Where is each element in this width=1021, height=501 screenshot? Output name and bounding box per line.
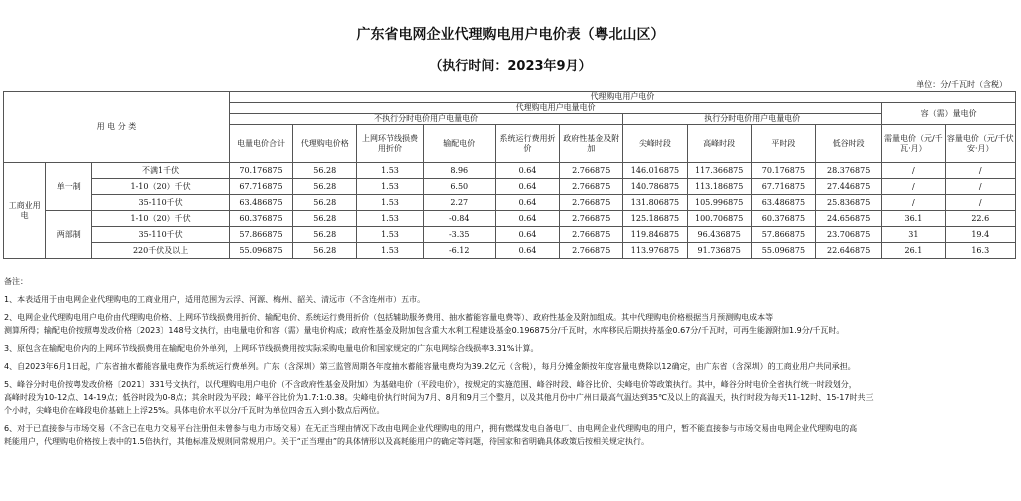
cell: 140.786875 <box>623 179 687 195</box>
cell: 55.096875 <box>229 243 292 259</box>
col-header: 尖峰时段 <box>623 125 687 163</box>
cell: 2.766875 <box>560 179 623 195</box>
cell: 60.376875 <box>229 211 292 227</box>
cell: 96.436875 <box>687 227 751 243</box>
cell: 125.186875 <box>623 211 687 227</box>
cell: / <box>945 195 1015 211</box>
cell: 70.176875 <box>751 163 815 179</box>
cell: 1.53 <box>357 243 423 259</box>
col-header: 电量电价合计 <box>229 125 292 163</box>
cell: 131.806875 <box>623 195 687 211</box>
cell: 119.846875 <box>623 227 687 243</box>
note-line: 5、峰谷分时电价按粤发改价格〔2021〕331号文执行，以代理购电用户电价（不含政府性基金及附加）为基础电价（平段电价），按规定的实施范围、峰谷时段、峰谷比价、尖峰电价等政策执行。其中，峰谷分时电价全省执行统一时段划分， <box>4 380 857 389</box>
cell: 36.1 <box>882 211 945 227</box>
header-demand: 容（需）量电价 <box>882 103 1016 125</box>
row-label: 35-110千伏 <box>92 195 230 211</box>
col-header: 上网环节线损费用折价 <box>357 125 423 163</box>
cell: 26.1 <box>882 243 945 259</box>
note-line: 1、本表适用于由电网企业代理购电的工商业用户，适用范围为云浮、河源、梅州、韶关、清远市（不含连州市）五市。 <box>4 295 426 304</box>
col-header: 低谷时段 <box>816 125 882 163</box>
cell: 91.736875 <box>687 243 751 259</box>
cell: 56.28 <box>293 211 357 227</box>
cell: 0.64 <box>495 195 559 211</box>
cell: 56.28 <box>293 179 357 195</box>
cell: 2.766875 <box>560 211 623 227</box>
table-row <box>4 179 1016 195</box>
row-label: 1-10（20）千伏 <box>92 211 230 227</box>
cell: / <box>882 163 945 179</box>
cell: 67.716875 <box>229 179 292 195</box>
col-header: 容量电价（元/千伏安·月） <box>945 125 1015 163</box>
cell: 63.486875 <box>751 195 815 211</box>
cell: / <box>882 179 945 195</box>
cell: 117.366875 <box>687 163 751 179</box>
cell: / <box>882 195 945 211</box>
cell: 67.716875 <box>751 179 815 195</box>
cell: 56.28 <box>293 195 357 211</box>
cell: -6.12 <box>423 243 495 259</box>
note-line: 测算所得；输配电价按照粤发改价格〔2023〕148号文执行，由电量电价和容（需）量电价构成；政府性基金及附加包含重大水利工程建设基金0.196875分/千瓦时，水库移民后期扶持基金0.67分/千瓦时，可再生能源附加1.9分/千瓦时。 <box>4 326 845 335</box>
cell: 24.656875 <box>816 211 882 227</box>
table-row <box>4 163 1016 179</box>
cell: 2.766875 <box>560 243 623 259</box>
table-row <box>4 211 1016 227</box>
row-label: 1-10（20）千伏 <box>92 179 230 195</box>
cell: 8.96 <box>423 163 495 179</box>
note-line: 6、对于已直接参与市场交易（不含已在电力交易平台注册但未曾参与电力市场交易）在无正当理由情况下改由电网企业代理购电的用户，拥有燃煤发电自备电厂、由电网企业代理购电的用户，暂不能直接参与市场交易由电网企业代理购电的高 <box>4 424 858 433</box>
cell: 19.4 <box>945 227 1015 243</box>
cell: 56.28 <box>293 243 357 259</box>
cell: 0.64 <box>495 211 559 227</box>
group-label: 工商业用电 <box>4 163 46 259</box>
cell: 57.866875 <box>229 227 292 243</box>
unit-label: 单位：分/千瓦时（含税） <box>916 80 1007 89</box>
cell: 55.096875 <box>751 243 815 259</box>
table-row <box>4 195 1016 211</box>
cell: 0.64 <box>495 163 559 179</box>
cell: 27.446875 <box>816 179 882 195</box>
cell: / <box>945 163 1015 179</box>
header-energy: 代理购电用户电量电价 <box>229 103 881 114</box>
cell: 0.64 <box>495 227 559 243</box>
note-line: 高峰时段为10-12点、14-19点；低谷时段为0-8点；其余时段为平段；峰平谷比价为1.7:1:0.38。尖峰电价执行时间为7月、8月和9月三个整月，以及其他月份中广州日最高气温达到35℃及以上的高温天，执行时段为每天11-12时、15-17时共三 <box>4 393 874 402</box>
col-header: 需量电价（元/千瓦·月） <box>882 125 945 163</box>
cell: 23.706875 <box>816 227 882 243</box>
table-row <box>4 227 1016 243</box>
note-line: 耗能用户，代理购电价格按上表中的1.5倍执行，其他标准及规则同常规用户。关于“正当理由”的具体情形以及高耗能用户的确定等问题，待国家和省明确具体政策后按相关规定执行。 <box>4 437 650 446</box>
note-line: 3、原包含在输配电价内的上网环节线损费用在输配电价外单列，上网环节线损费用按实际采购电量电价和国家规定的广东电网综合线损率3.31%计算。 <box>4 344 539 353</box>
notes-section <box>4 275 1017 448</box>
col-header: 输配电价 <box>423 125 495 163</box>
cell: 57.866875 <box>751 227 815 243</box>
cell: -3.35 <box>423 227 495 243</box>
note-line: 4、自2023年6月1日起，广东省抽水蓄能容量电费作为系统运行费单列。广东（含深圳）第三监管周期各年度抽水蓄能容量电费均为39.2亿元（含税），每月分摊金额按年度容量电费除以12确定，由广东省（含深圳）的工商业用户共同承担。 <box>4 362 856 371</box>
cell: 100.706875 <box>687 211 751 227</box>
cell: 60.376875 <box>751 211 815 227</box>
cell: 70.176875 <box>229 163 292 179</box>
header-category: 用 电 分 类 <box>4 92 230 163</box>
col-header: 平时段 <box>751 125 815 163</box>
cell: 28.376875 <box>816 163 882 179</box>
cell: 0.64 <box>495 179 559 195</box>
row-label: 不满1千伏 <box>92 163 230 179</box>
note-line: 2、电网企业代理购电用户电价由代理购电价格、上网环节线损费用折价、输配电价、系统运行费用折价（包括辅助服务费用、抽水蓄能容量电费等）、政府性基金及附加组成。其中代理购电价格根据当月预测购电成本等 <box>4 313 774 322</box>
header-non-tou: 不执行分时电价用户电量电价 <box>229 114 622 125</box>
table-row <box>4 243 1016 259</box>
cell: 6.50 <box>423 179 495 195</box>
cell: / <box>945 179 1015 195</box>
cell: 22.6 <box>945 211 1015 227</box>
cell: 1.53 <box>357 179 423 195</box>
cell: 0.64 <box>495 243 559 259</box>
row-label: 220千伏及以上 <box>92 243 230 259</box>
page-subtitle: （执行时间：2023年9月） <box>429 59 592 74</box>
price-table <box>3 91 1016 259</box>
cell: 105.996875 <box>687 195 751 211</box>
cell: 56.28 <box>293 163 357 179</box>
cell: 1.53 <box>357 163 423 179</box>
cell: 1.53 <box>357 227 423 243</box>
cell: 56.28 <box>293 227 357 243</box>
col-header: 政府性基金及附加 <box>560 125 623 163</box>
col-header: 代理购电价格 <box>293 125 357 163</box>
header-top: 代理购电用户电价 <box>229 92 1015 103</box>
cell: 25.836875 <box>816 195 882 211</box>
cell: 16.3 <box>945 243 1015 259</box>
cell: 1.53 <box>357 195 423 211</box>
cell: 22.646875 <box>816 243 882 259</box>
col-header: 高峰时段 <box>687 125 751 163</box>
subgroup-label: 单一制 <box>46 163 92 211</box>
header-tou: 执行分时电价用户电量电价 <box>623 114 882 125</box>
col-header: 系统运行费用折价 <box>495 125 559 163</box>
subgroup-label: 两部制 <box>46 211 92 259</box>
cell: 2.766875 <box>560 227 623 243</box>
cell: 2.766875 <box>560 195 623 211</box>
cell: 63.486875 <box>229 195 292 211</box>
note-line: 个小时，尖峰电价在峰段电价基础上上浮25%。具体电价水平以分/千瓦时为单位四舍五入到小数点后两位。 <box>4 406 385 415</box>
cell: 2.27 <box>423 195 495 211</box>
page-title: 广东省电网企业代理购电用户电价表（粤北山区） <box>356 27 665 43</box>
cell: 1.53 <box>357 211 423 227</box>
cell: 113.186875 <box>687 179 751 195</box>
cell: 146.016875 <box>623 163 687 179</box>
cell: -0.84 <box>423 211 495 227</box>
notes-heading: 备注： <box>4 277 28 286</box>
row-label: 35-110千伏 <box>92 227 230 243</box>
cell: 31 <box>882 227 945 243</box>
cell: 2.766875 <box>560 163 623 179</box>
cell: 113.976875 <box>623 243 687 259</box>
